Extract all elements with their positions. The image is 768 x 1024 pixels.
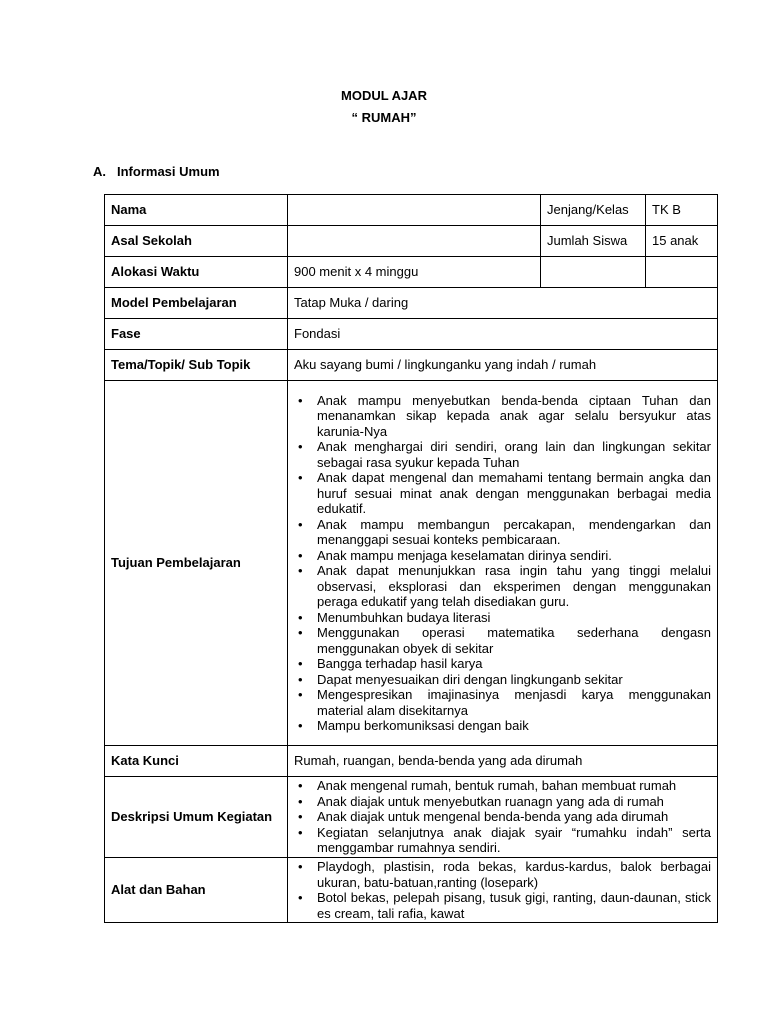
alat-bahan-list [294, 859, 711, 921]
list-item: • Dapat menyesuaikan diri dengan lingkunganb sekitar [294, 672, 711, 688]
document-title: MODUL AJAR [341, 88, 427, 103]
list-item: • Anak diajak untuk menyebutkan ruanagn yang ada di rumah [294, 794, 711, 810]
list-item: • Botol bekas, pelepah pisang, tusuk gigi, ranting, daun-daunan, stick es cream, tali rafia, kawat [294, 890, 711, 921]
value-alokasi-waktu: 900 menit x 4 minggu [288, 257, 541, 288]
row-tujuan-pembelajaran [105, 381, 718, 746]
label-alat-bahan: Alat dan Bahan [105, 858, 288, 923]
label-asal-sekolah: Asal Sekolah [105, 226, 288, 257]
list-item: • Kegiatan selanjutnya anak diajak syair “rumahku indah” serta menggambar rumahnya sendiri. [294, 825, 711, 856]
value-jenjang-kelas: TK B [646, 195, 718, 226]
label-alokasi-waktu: Alokasi Waktu [105, 257, 288, 288]
label-nama: Nama [105, 195, 288, 226]
list-item: • Anak dapat menunjukkan rasa ingin tahu yang tinggi melalui observasi, eksplorasi dan eksperimen dengan menggunakan peraga edukatif yang telah disediakan guru. [294, 563, 711, 610]
list-item: • Anak mengenal rumah, bentuk rumah, bahan membuat rumah [294, 778, 711, 794]
label-deskripsi-umum: Deskripsi Umum Kegiatan [105, 777, 288, 858]
value-nama [288, 195, 541, 226]
row-kata-kunci [105, 746, 718, 777]
value-fase: Fondasi [288, 319, 718, 350]
value-asal-sekolah [288, 226, 541, 257]
value-tujuan-pembelajaran [288, 381, 718, 746]
section-letter: A. [93, 164, 106, 179]
row-alokasi-waktu [105, 257, 718, 288]
label-tujuan-pembelajaran: Tujuan Pembelajaran [105, 381, 288, 746]
row-alat-bahan [105, 858, 718, 923]
label-fase: Fase [105, 319, 288, 350]
label-jenjang-kelas: Jenjang/Kelas [541, 195, 646, 226]
label-jumlah-siswa: Jumlah Siswa [541, 226, 646, 257]
list-item: • Bangga terhadap hasil karya [294, 656, 711, 672]
list-item: • Playdogh, plastisin, roda bekas, kardus-kardus, balok berbagai ukuran, batu-batuan,ranting (losepark) [294, 859, 711, 890]
row-fase [105, 319, 718, 350]
label-kata-kunci: Kata Kunci [105, 746, 288, 777]
value-tema: Aku sayang bumi / lingkunganku yang indah / rumah [288, 350, 718, 381]
list-item: • Mengespresikan imajinasinya menjasdi karya menggunakan material alam disekitarnya [294, 687, 711, 718]
empty-cell [541, 257, 646, 288]
list-item: • Anak mampu menjaga keselamatan dirinya sendiri. [294, 548, 711, 564]
tujuan-list [294, 393, 711, 734]
deskripsi-list [294, 778, 711, 856]
row-model-pembelajaran [105, 288, 718, 319]
empty-cell [646, 257, 718, 288]
row-tema [105, 350, 718, 381]
label-model-pembelajaran: Model Pembelajaran [105, 288, 288, 319]
row-nama [105, 195, 718, 226]
list-item: • Anak diajak untuk mengenal benda-benda yang ada dirumah [294, 809, 711, 825]
list-item: • Anak mampu membangun percakapan, mendengarkan dan menanggapi sesuai konteks pembicaraan. [294, 517, 711, 548]
list-item: • Anak menghargai diri sendiri, orang lain dan lingkungan sekitar sebagai rasa syukur kepada Tuhan [294, 439, 711, 470]
section-heading [93, 164, 220, 179]
info-table [104, 194, 718, 923]
value-deskripsi-umum [288, 777, 718, 858]
section-title: Informasi Umum [117, 164, 220, 179]
label-tema: Tema/Topik/ Sub Topik [105, 350, 288, 381]
list-item: • Mampu berkomuniksasi dengan baik [294, 718, 711, 734]
list-item: • Menumbuhkan budaya literasi [294, 610, 711, 626]
value-model-pembelajaran: Tatap Muka / daring [288, 288, 718, 319]
document-subtitle: “ RUMAH” [351, 110, 417, 125]
value-kata-kunci: Rumah, ruangan, benda-benda yang ada dirumah [288, 746, 718, 777]
row-deskripsi-umum [105, 777, 718, 858]
list-item: • Anak dapat mengenal dan memahami tentang bermain angka dan huruf sesuai minat anak dengan menggunakan berbagai media edukatif. [294, 470, 711, 517]
list-item: • Menggunakan operasi matematika sederhana dengasn menggunakan obyek di sekitar [294, 625, 711, 656]
value-alat-bahan [288, 858, 718, 923]
list-item: • Anak mampu menyebutkan benda-benda ciptaan Tuhan dan menanamkan sikap kepada anak agar selalu bersyukur atas karunia-Nya [294, 393, 711, 440]
value-jumlah-siswa: 15 anak [646, 226, 718, 257]
row-asal-sekolah [105, 226, 718, 257]
